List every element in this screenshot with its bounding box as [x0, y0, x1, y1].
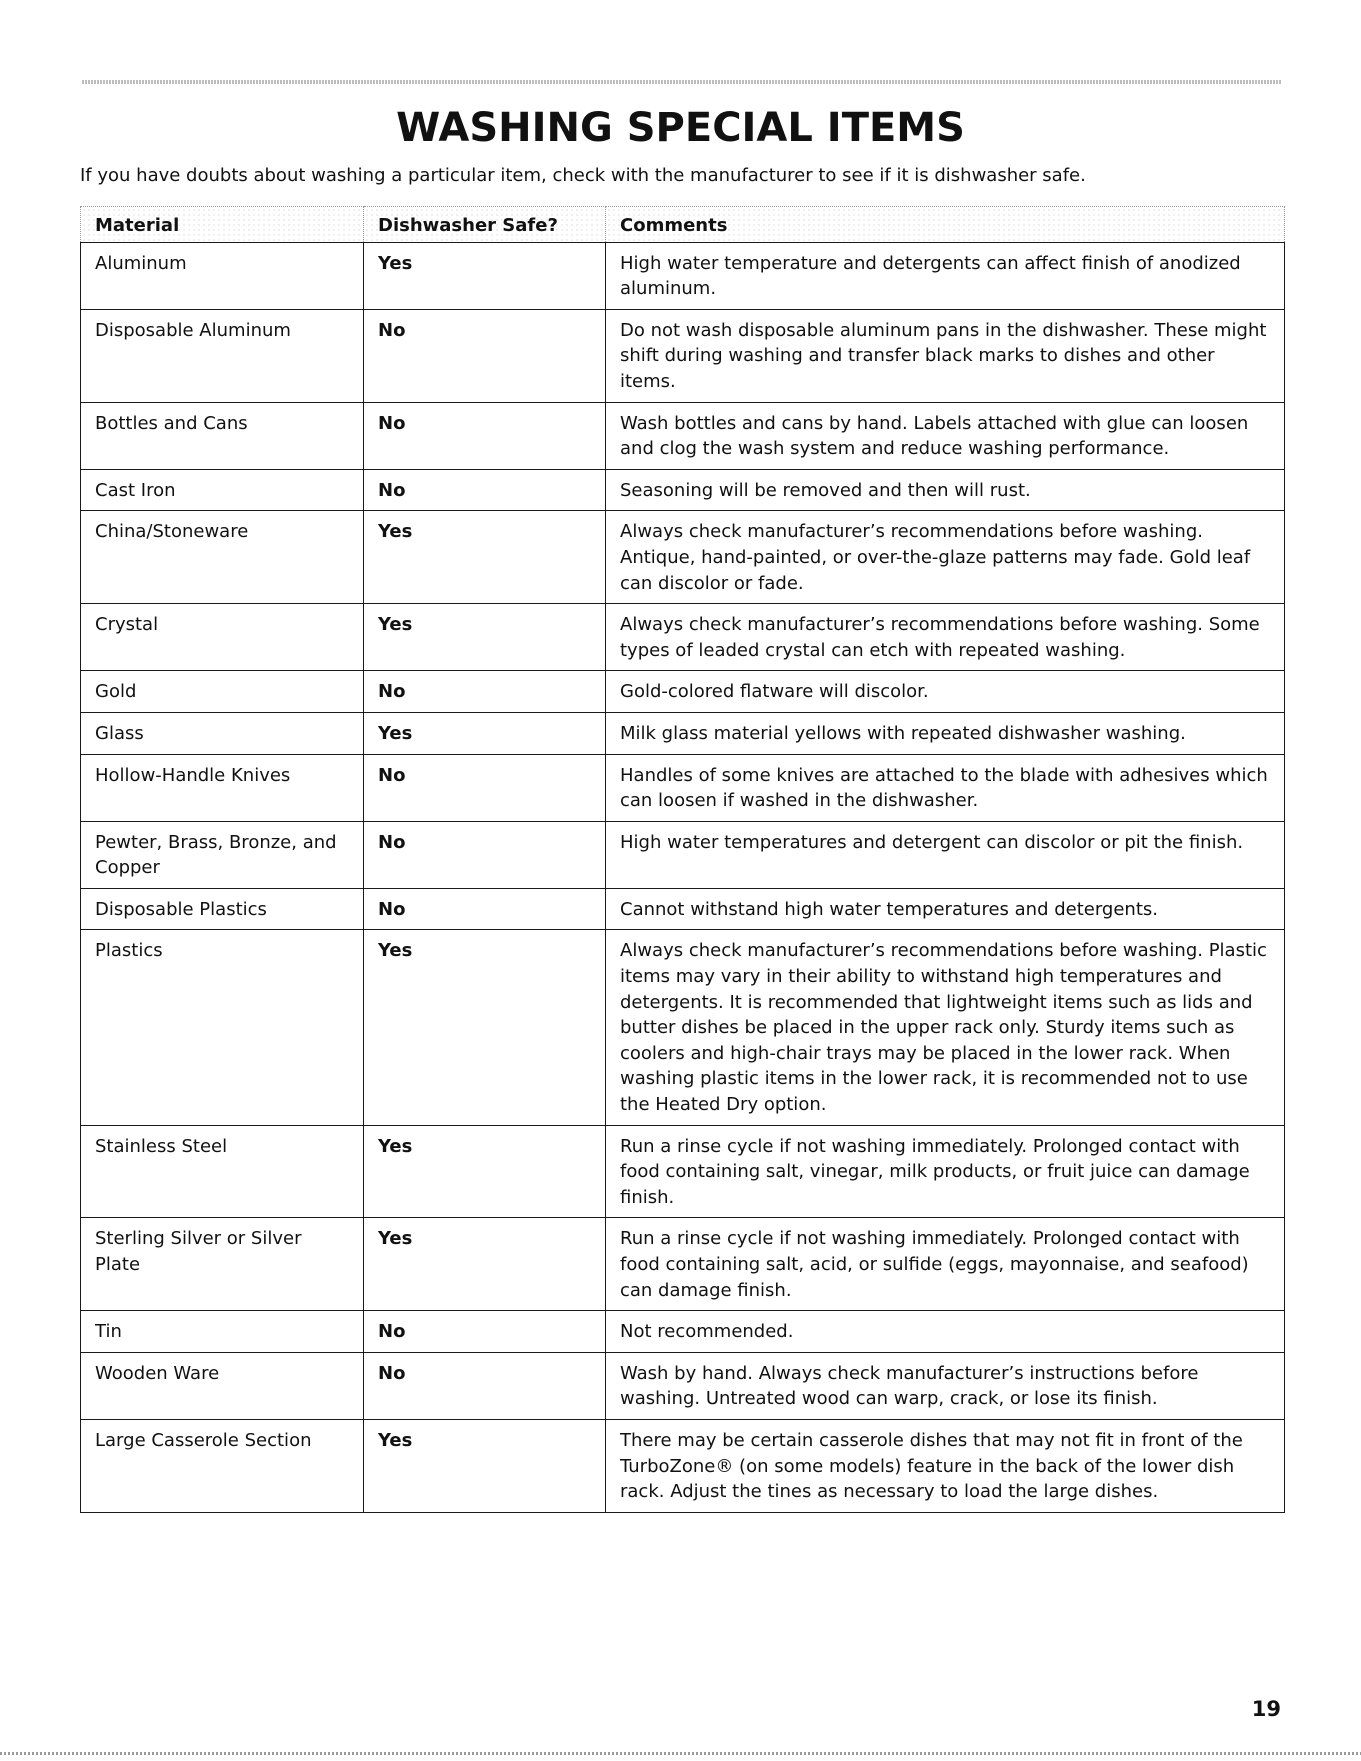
comments-cell: Not recommended. — [606, 1311, 1285, 1353]
table-row — [81, 469, 1285, 511]
dishwasher-safe-cell: No — [364, 402, 606, 469]
comments-cell: Run a rinse cycle if not washing immediately. Prolonged contact with food containing salt, vinegar, milk products, or fruit juice can damage finish. — [606, 1125, 1285, 1218]
table-row — [81, 309, 1285, 402]
comments-cell: Always check manufacturer’s recommendations before washing. Antique, hand-painted, or over-the-glaze patterns may fade. Gold leaf can discolor or fade. — [606, 511, 1285, 604]
dishwasher-safe-cell: No — [364, 469, 606, 511]
material-cell: Aluminum — [81, 242, 364, 309]
dishwasher-safe-cell: Yes — [364, 242, 606, 309]
material-cell: Glass — [81, 712, 364, 754]
comments-cell: Cannot withstand high water temperatures and detergents. — [606, 888, 1285, 930]
column-header-dishwasher-safe: Dishwasher Safe? — [364, 207, 606, 243]
table-row — [81, 712, 1285, 754]
material-cell: Sterling Silver or Silver Plate — [81, 1218, 364, 1311]
table-row — [81, 1352, 1285, 1419]
material-cell: China/Stoneware — [81, 511, 364, 604]
material-cell: Tin — [81, 1311, 364, 1353]
special-items-table — [80, 206, 1285, 1513]
table-row — [81, 1419, 1285, 1512]
material-cell: Wooden Ware — [81, 1352, 364, 1419]
dishwasher-safe-cell: Yes — [364, 1218, 606, 1311]
comments-cell: Always check manufacturer’s recommendations before washing. Some types of leaded crystal can etch with repeated washing. — [606, 604, 1285, 671]
dishwasher-safe-cell: Yes — [364, 1419, 606, 1512]
intro-text: If you have doubts about washing a particular item, check with the manufacturer to see if it is dishwasher safe. — [80, 165, 1086, 186]
material-cell: Stainless Steel — [81, 1125, 364, 1218]
material-cell: Hollow-Handle Knives — [81, 754, 364, 821]
dishwasher-safe-cell: Yes — [364, 930, 606, 1125]
material-cell: Large Casserole Section — [81, 1419, 364, 1512]
material-cell: Crystal — [81, 604, 364, 671]
dishwasher-safe-cell: No — [364, 888, 606, 930]
page-number: 19 — [1251, 1697, 1281, 1721]
material-cell: Disposable Aluminum — [81, 309, 364, 402]
table-row — [81, 888, 1285, 930]
dishwasher-safe-cell: No — [364, 754, 606, 821]
material-cell: Gold — [81, 671, 364, 713]
comments-cell: There may be certain casserole dishes that may not fit in front of the TurboZone® (on some models) feature in the back of the lower dish rack. Adjust the tines as necessary to load the large dishes. — [606, 1419, 1285, 1512]
material-cell: Disposable Plastics — [81, 888, 364, 930]
comments-cell: High water temperatures and detergent can discolor or pit the finish. — [606, 821, 1285, 888]
dishwasher-safe-cell: No — [364, 671, 606, 713]
table-row — [81, 242, 1285, 309]
table-row — [81, 1218, 1285, 1311]
comments-cell: Run a rinse cycle if not washing immediately. Prolonged contact with food containing salt, acid, or sulfide (eggs, mayonnaise, and seafood) can damage finish. — [606, 1218, 1285, 1311]
table-row — [81, 930, 1285, 1125]
table-row — [81, 671, 1285, 713]
table-header-row — [81, 207, 1285, 243]
table-row — [81, 821, 1285, 888]
table-row — [81, 754, 1285, 821]
dishwasher-safe-cell: No — [364, 1352, 606, 1419]
dishwasher-safe-cell: Yes — [364, 511, 606, 604]
comments-cell: Milk glass material yellows with repeated dishwasher washing. — [606, 712, 1285, 754]
comments-cell: Gold-colored flatware will discolor. — [606, 671, 1285, 713]
dishwasher-safe-cell: No — [364, 1311, 606, 1353]
material-cell: Plastics — [81, 930, 364, 1125]
page-title: WASHING SPECIAL ITEMS — [396, 105, 965, 151]
dishwasher-safe-cell: Yes — [364, 1125, 606, 1218]
table-row — [81, 1125, 1285, 1218]
comments-cell: Seasoning will be removed and then will rust. — [606, 469, 1285, 511]
dishwasher-safe-cell: No — [364, 309, 606, 402]
comments-cell: High water temperature and detergents can affect finish of anodized aluminum. — [606, 242, 1285, 309]
comments-cell: Handles of some knives are attached to the blade with adhesives which can loosen if washed in the dishwasher. — [606, 754, 1285, 821]
comments-cell: Wash by hand. Always check manufacturer’s instructions before washing. Untreated wood can warp, crack, or lose its finish. — [606, 1352, 1285, 1419]
column-header-comments: Comments — [606, 207, 1285, 243]
comments-cell: Always check manufacturer’s recommendations before washing. Plastic items may vary in their ability to withstand high temperatures and detergents. It is recommended that lightweight items such as lids and butter dishes be placed in the upper rack only. Sturdy items such as coolers and high-chair trays may be placed in the lower rack. When washing plastic items in the lower rack, it is recommended not to use the Heated Dry option. — [606, 930, 1285, 1125]
top-divider — [82, 80, 1282, 84]
material-cell: Pewter, Brass, Bronze, and Copper — [81, 821, 364, 888]
bottom-divider — [0, 1752, 1361, 1755]
comments-cell: Wash bottles and cans by hand. Labels attached with glue can loosen and clog the wash system and reduce washing performance. — [606, 402, 1285, 469]
dishwasher-safe-cell: Yes — [364, 604, 606, 671]
table-row — [81, 1311, 1285, 1353]
column-header-material: Material — [81, 207, 364, 243]
table-row — [81, 511, 1285, 604]
dishwasher-safe-cell: Yes — [364, 712, 606, 754]
table-row — [81, 402, 1285, 469]
material-cell: Bottles and Cans — [81, 402, 364, 469]
material-cell: Cast Iron — [81, 469, 364, 511]
dishwasher-safe-cell: No — [364, 821, 606, 888]
table-row — [81, 604, 1285, 671]
comments-cell: Do not wash disposable aluminum pans in the dishwasher. These might shift during washing and transfer black marks to dishes and other items. — [606, 309, 1285, 402]
